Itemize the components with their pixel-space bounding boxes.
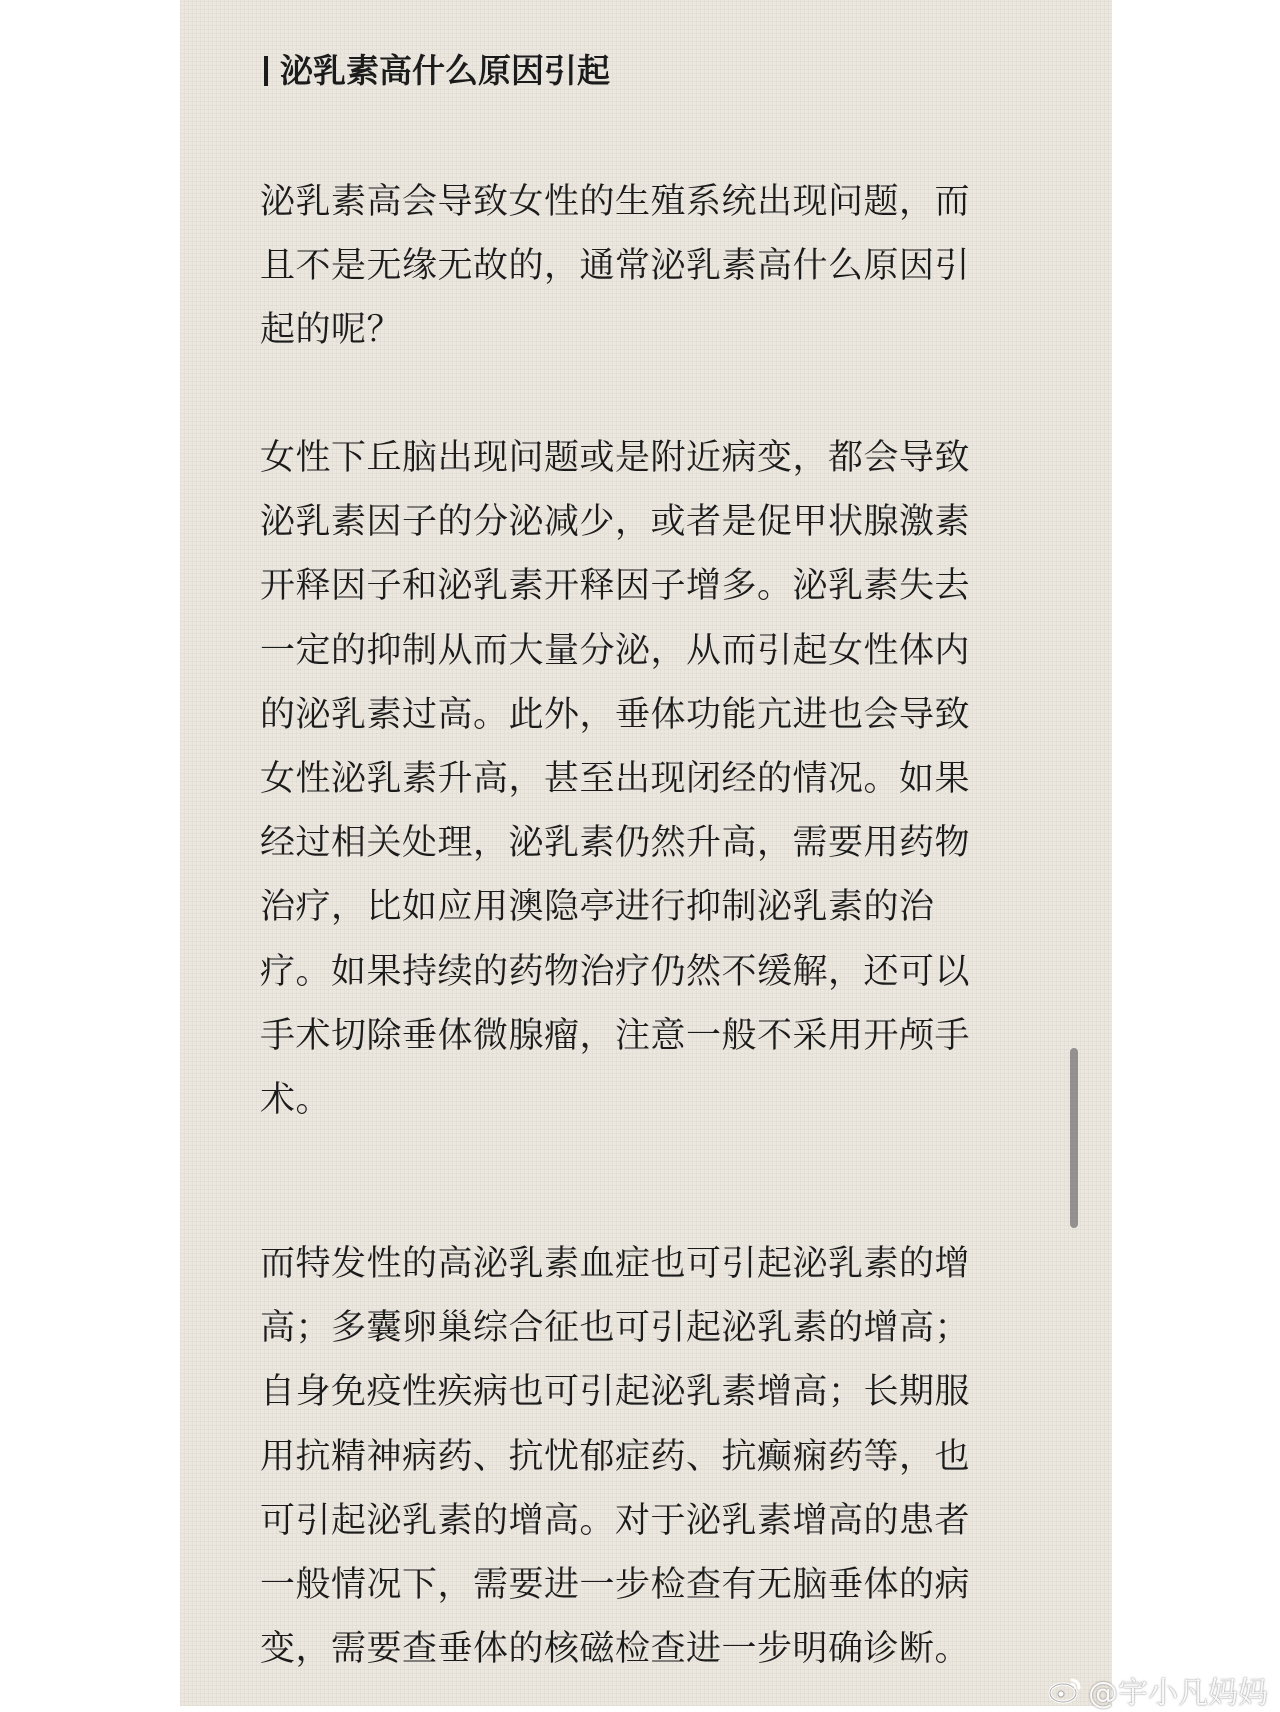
paragraph-line: 泌乳素因子的分泌减少，或者是促甲状腺激素 [260, 502, 971, 543]
paragraph-1 [260, 170, 1040, 363]
paragraph-line: 的泌乳素过高。此外，垂体功能亢进也会导致 [260, 694, 971, 735]
heading-bar-marker [264, 56, 268, 86]
watermark [1048, 1668, 1268, 1712]
paragraph-line: 自身免疫性疾病也可引起泌乳素增高；长期服 [260, 1372, 971, 1413]
watermark-text: @宇小凡妈妈 [1088, 1676, 1268, 1711]
paragraph-line: 起的呢？ [260, 310, 403, 351]
paragraph-line: 术。 [260, 1080, 332, 1121]
paragraph-3 [260, 1232, 1040, 1681]
paragraph-line: 开释因子和泌乳素开释因子增多。泌乳素失去 [260, 566, 971, 607]
paragraph-line: 经过相关处理，泌乳素仍然升高，需要用药物 [260, 823, 971, 864]
paragraph-line: 泌乳素高会导致女性的生殖系统出现问题，而 [260, 182, 971, 222]
article-page [180, 0, 1112, 1706]
paragraph-line: 女性泌乳素升高，甚至出现闭经的情况。如果 [260, 759, 971, 800]
weibo-logo-icon [1048, 1676, 1082, 1704]
paragraph-line: 且不是无缘无故的，通常泌乳素高什么原因引 [260, 246, 971, 287]
paragraph-line: 变，需要查垂体的核磁检查进一步明确诊断。 [260, 1629, 971, 1670]
paragraph-line: 疗。如果持续的药物治疗仍然不缓解，还可以 [260, 951, 971, 992]
paragraph-line: 一般情况下，需要进一步检查有无脑垂体的病 [260, 1565, 971, 1606]
paragraph-2 [260, 426, 1040, 1132]
paragraph-line: 高；多囊卵巢综合征也可引起泌乳素的增高； [260, 1308, 971, 1349]
paragraph-line: 手术切除垂体微腺瘤，注意一般不采用开颅手 [260, 1015, 971, 1056]
paragraph-line: 用抗精神病药、抗忧郁症药、抗癫痫药等，也 [260, 1436, 971, 1477]
paragraph-line: 可引起泌乳素的增高。对于泌乳素增高的患者 [260, 1500, 971, 1541]
scrollbar-thumb[interactable] [1070, 1048, 1078, 1228]
paragraph-line: 治疗，比如应用澳隐亭进行抑制泌乳素的治 [260, 887, 935, 928]
section-heading [260, 46, 610, 96]
paragraph-line: 而特发性的高泌乳素血症也可引起泌乳素的增 [260, 1244, 971, 1284]
heading-text: 泌乳素高什么原因引起 [280, 51, 610, 90]
paragraph-line: 一定的抑制从而大量分泌，从而引起女性体内 [260, 630, 971, 671]
paragraph-line: 女性下丘脑出现问题或是附近病变，都会导致 [260, 438, 971, 478]
